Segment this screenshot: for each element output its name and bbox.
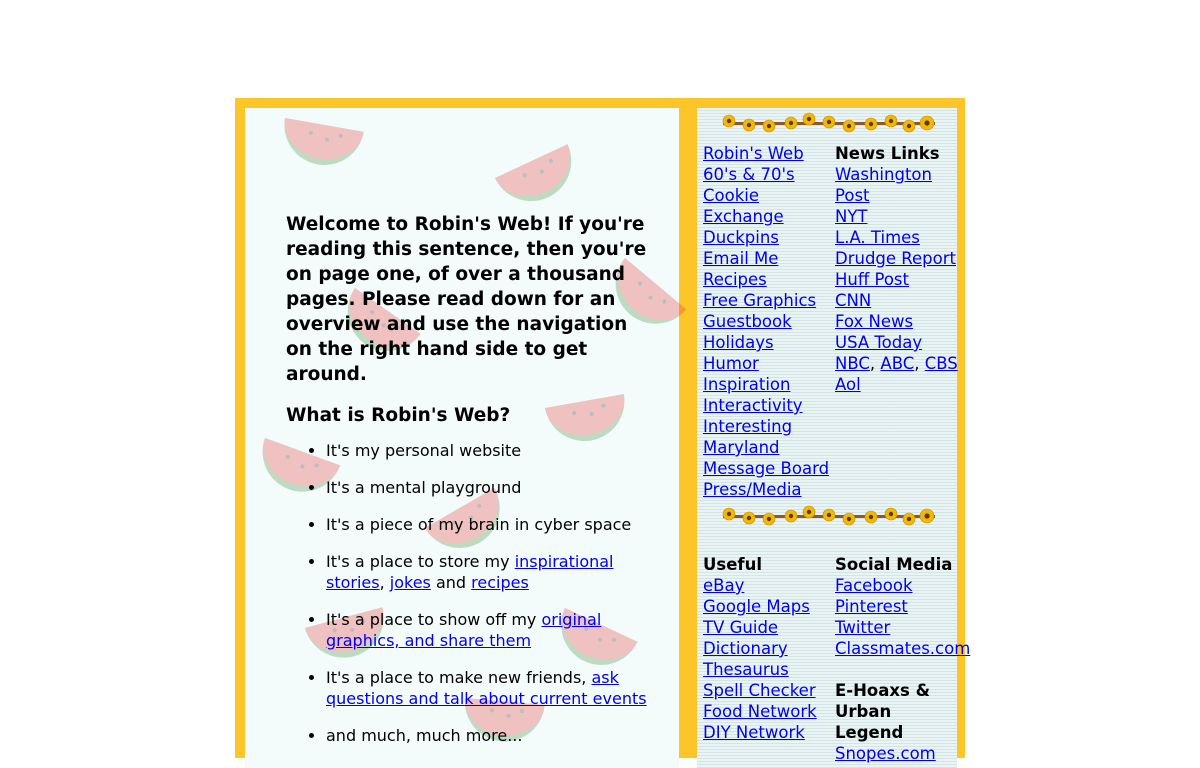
nav-link-guestbook[interactable]: Guestbook — [703, 312, 792, 331]
social-media-header: Social Media — [835, 555, 953, 574]
list-item-text: It's a mental playground — [326, 478, 522, 497]
list-item-text: It's a place to store my — [326, 552, 515, 571]
sunflower-divider-icon — [721, 113, 937, 135]
list-item-text: It's my personal website — [326, 441, 522, 460]
useful-header: Useful — [703, 555, 762, 574]
social-links-column — [835, 554, 971, 764]
list-item — [326, 551, 656, 593]
useful-links-column — [703, 554, 817, 743]
useful-link-tv-guide[interactable]: TV Guide — [703, 618, 779, 637]
nav-link-humor[interactable]: Humor — [703, 354, 759, 373]
news-link-huff-post[interactable]: Huff Post — [835, 270, 910, 289]
intro-content — [286, 212, 656, 762]
nav-link-inspiration[interactable]: Inspiration — [703, 375, 791, 394]
list-item — [326, 477, 656, 498]
news-link-la-times[interactable]: L.A. Times — [835, 228, 920, 247]
nav-link-maryland[interactable]: Maryland — [703, 438, 780, 457]
original-graphics-link[interactable]: original graphics, and share them — [326, 610, 602, 650]
nav-link-press-media[interactable]: Press/Media — [703, 480, 802, 499]
jokes-link[interactable]: jokes — [389, 573, 431, 592]
section-heading: What is Robin's Web? — [286, 405, 511, 426]
social-link-classmates[interactable]: Classmates.com — [835, 639, 971, 658]
navigation-sidebar — [697, 108, 971, 768]
nav-link-robins-web[interactable]: Robin's Web — [703, 144, 804, 163]
social-link-twitter[interactable]: Twitter — [835, 618, 891, 637]
list-item-text: It's a place to make new friends, — [326, 668, 592, 687]
network-links-row — [835, 353, 958, 374]
nav-link-email-me[interactable]: Email Me — [703, 249, 779, 268]
and-text: and — [430, 573, 472, 592]
nav-link-60s-70s[interactable]: 60's & 70's — [703, 165, 795, 184]
separator: , — [379, 573, 390, 592]
news-link-cnn[interactable]: CNN — [835, 291, 872, 310]
news-link-cbs[interactable]: CBS — [924, 354, 958, 373]
list-item-text: and much, much more... — [326, 726, 523, 745]
list-item — [326, 667, 656, 709]
news-link-washington-post[interactable]: Washington Post — [835, 165, 932, 205]
nav-link-duckpins[interactable]: Duckpins — [703, 228, 779, 247]
useful-link-food-network[interactable]: Food Network — [703, 702, 817, 721]
news-link-nbc[interactable]: NBC — [835, 354, 870, 373]
useful-link-ebay[interactable]: eBay — [703, 576, 745, 595]
overview-list — [286, 440, 656, 746]
list-item-text: It's a piece of my brain in cyber space — [326, 515, 632, 534]
separator: , — [914, 354, 925, 373]
nav-link-cookie-exchange[interactable]: Cookie Exchange — [703, 186, 784, 226]
nav-link-message-board[interactable]: Message Board — [703, 459, 830, 478]
useful-link-google-maps[interactable]: Google Maps — [703, 597, 810, 616]
news-link-abc[interactable]: ABC — [880, 354, 915, 373]
useful-link-diy-network[interactable]: DIY Network — [703, 723, 805, 742]
social-link-facebook[interactable]: Facebook — [835, 576, 913, 595]
ask-questions-link[interactable]: ask questions and talk about current events — [326, 668, 647, 708]
list-item — [326, 514, 656, 535]
nav-link-interesting[interactable]: Interesting — [703, 417, 793, 436]
news-link-usa-today[interactable]: USA Today — [835, 333, 923, 352]
page-frame — [235, 98, 971, 763]
useful-link-spell-checker[interactable]: Spell Checker — [703, 681, 816, 700]
separator: , — [869, 354, 881, 373]
social-link-pinterest[interactable]: Pinterest — [835, 597, 908, 616]
site-links-column — [703, 143, 829, 500]
nav-link-holidays[interactable]: Holidays — [703, 333, 774, 352]
main-content-panel — [245, 108, 679, 768]
list-item-text: It's a place to show off my — [326, 610, 542, 629]
news-links-header: News Links — [835, 144, 940, 163]
useful-link-thesaurus[interactable]: Thesaurus — [703, 660, 789, 679]
nav-link-interactivity[interactable]: Interactivity — [703, 396, 803, 415]
news-link-nyt[interactable]: NYT — [835, 207, 868, 226]
news-link-drudge-report[interactable]: Drudge Report — [835, 249, 956, 268]
nav-link-free-graphics[interactable]: Free Graphics — [703, 291, 817, 310]
news-link-fox-news[interactable]: Fox News — [835, 312, 914, 331]
news-link-aol[interactable]: Aol — [835, 375, 861, 394]
useful-link-dictionary[interactable]: Dictionary — [703, 639, 788, 658]
news-links-column — [835, 143, 958, 395]
welcome-text: Welcome to Robin's Web! If you're reading this sentence, then you're on page one, of over a thousand pages. Please read down for an overview and use the navigation on the right hand side to get around. — [286, 214, 647, 385]
hoax-link-snopes[interactable]: Snopes.com — [835, 744, 936, 763]
recipes-link[interactable]: recipes — [471, 573, 529, 592]
e-hoaxes-header: E-Hoaxs & Urban Legend — [835, 681, 930, 742]
sunflower-divider-icon — [721, 506, 937, 528]
nav-link-recipes[interactable]: Recipes — [703, 270, 767, 289]
list-item — [326, 440, 656, 461]
list-item — [326, 609, 656, 651]
inspirational-stories-link[interactable]: inspirational stories — [326, 552, 614, 592]
list-item — [326, 725, 656, 746]
